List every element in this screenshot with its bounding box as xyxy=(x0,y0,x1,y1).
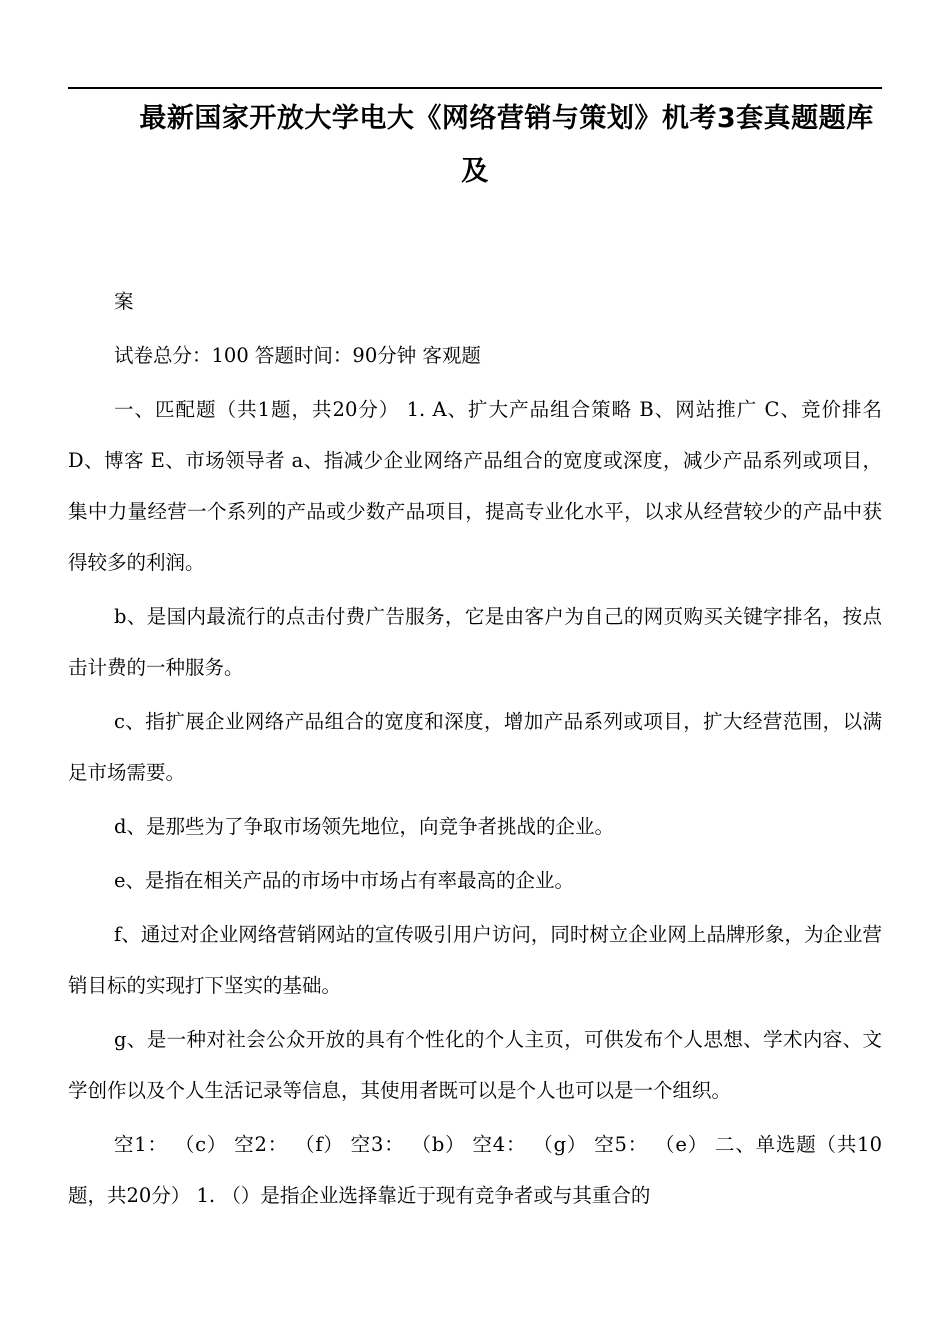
header-rule xyxy=(68,87,882,89)
document-body xyxy=(68,276,882,1224)
option-d: d、是那些为了争取市场领先地位，向竞争者挑战的企业。 xyxy=(114,815,614,838)
option-e: e、是指在相关产品的市场中市场占有率最高的企业。 xyxy=(114,869,575,892)
matching-question: 一、匹配题（共1题，共20分） 1. A、扩大产品组合策略 B、网站推广 C、竞价排名 D、博客 E、市场领导者 a、指减少企业网络产品组合的宽度或深度，减少产品系列或项目，集中力量经营一个系列的产品或少数产品项目，提高专业化水平，以求从经营较少的产品中获得较多的利润。 xyxy=(68,398,882,574)
option-b: b、是国内最流行的点击付费广告服务，它是由客户为自己的网页购买关键字排名，按点击计费的一种服务。 xyxy=(68,605,882,679)
answers-and-next-section: 空1： （c） 空2： （f） 空3： （b） 空4： （g） 空5： （e） 二、单选题（共10题，共20分） 1. （）是指企业选择靠近于现有竞争者或与其重合的 xyxy=(68,1133,882,1207)
exam-info: 试卷总分：100 答题时间：90分钟 客观题 xyxy=(114,344,481,367)
option-f: f、通过对企业网络营销网站的宣传吸引用户访问，同时树立企业网上品牌形象，为企业营销目标的实现打下坚实的基础。 xyxy=(68,923,882,997)
option-c: c、指扩展企业网络产品组合的宽度和深度，增加产品系列或项目，扩大经营范围，以满足市场需要。 xyxy=(68,710,882,784)
document-title: 最新国家开放大学电大《网络营销与策划》机考3套真题题库及 xyxy=(139,103,874,187)
answer-fragment: 案 xyxy=(114,290,134,313)
option-g: g、是一种对社会公众开放的具有个性化的个人主页，可供发布个人思想、学术内容、文学创作以及个人生活记录等信息，其使用者既可以是个人也可以是一个组织。 xyxy=(68,1028,882,1102)
